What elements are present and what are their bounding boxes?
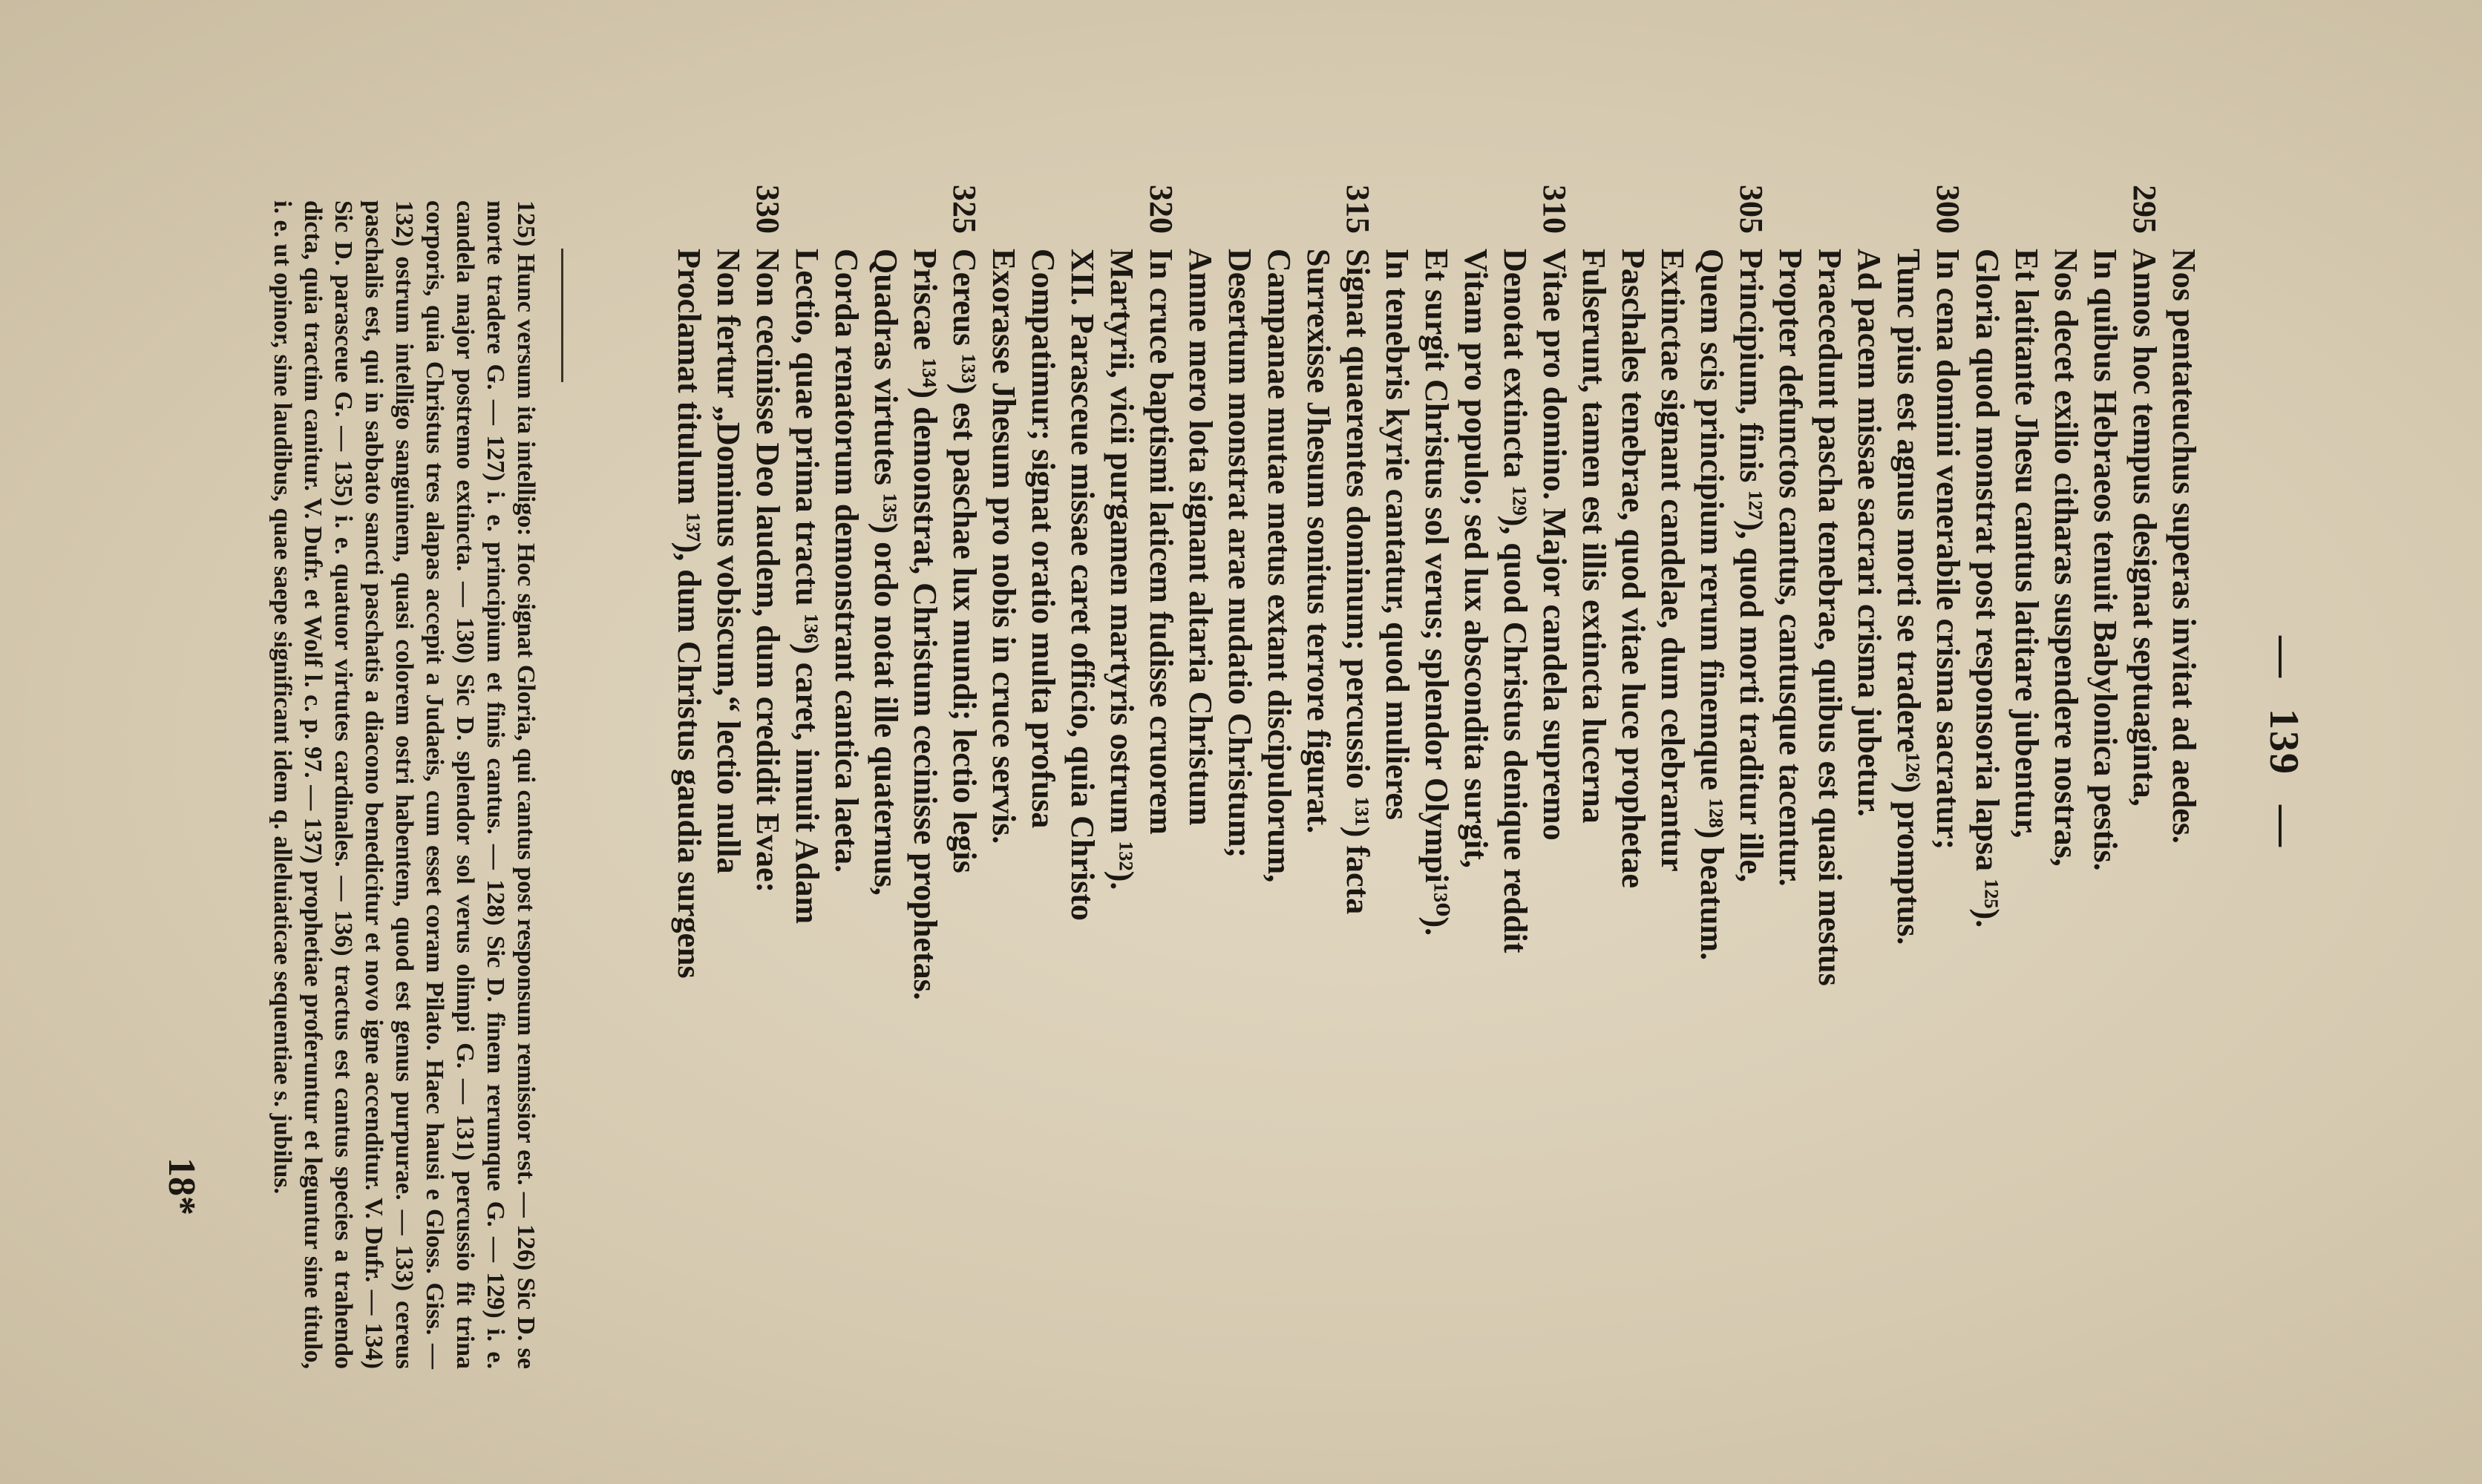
- verse-number: 310: [1536, 185, 1573, 234]
- verse-line: [2164, 249, 2204, 1362]
- signature-mark: 18*: [160, 1158, 203, 1215]
- verse-text: Non fertur „Dominus vobiscum,“ lectio nulla: [710, 249, 747, 874]
- verse-text: Corda renatorum demonstrant cantica laeta.: [828, 249, 865, 873]
- verse-line: [2046, 249, 2086, 1362]
- verse-text: Cereus ¹³³) est paschae lux mundi; lectio legis: [946, 249, 983, 873]
- verse-line: [1653, 249, 1692, 1362]
- verse-line: [827, 249, 866, 1362]
- verse-number: 315: [1340, 185, 1376, 234]
- verse-text: Desertum monstrat arae nudatio Christum;: [1222, 249, 1258, 858]
- verse-line: [1968, 249, 2007, 1362]
- verse-line: [1535, 185, 1574, 1362]
- verse-text: Fulserunt, tamen est illis extincta lucerna: [1576, 249, 1612, 824]
- verse-text: Propter defunctos cantus, cantusque tacentur.: [1772, 249, 1809, 887]
- verse-line: [1850, 249, 1889, 1362]
- verse-line: [1456, 249, 1496, 1362]
- verse-line: [709, 249, 748, 1362]
- verse-line: [1142, 185, 1181, 1362]
- verse-text: Lectio, quae prima tractu ¹³⁶) caret, innuit Adam: [789, 249, 825, 925]
- verse-number: 330: [750, 185, 786, 234]
- verse-line: [1732, 185, 1771, 1362]
- verse-text: Campanae mutae metus extant discipulorum,: [1261, 249, 1297, 883]
- verse-text: XII. Parasceue missae caret officio, quia Christo: [1064, 249, 1101, 921]
- verse-text: Et latitante Jhesu cantus latitare jubentur,: [2008, 249, 2045, 838]
- verse-line: [669, 249, 709, 1362]
- verse-text: Denotat extincta ¹²⁹), quod Christus denique reddit: [1497, 249, 1533, 953]
- verse-text: Surrexisse Jhesum sonitus terrore figurat.: [1300, 249, 1337, 834]
- verse-text: Ad pacem missae sacrari crisma jubetur.: [1851, 249, 1887, 817]
- verse-text: Praecedunt pascha tenebrae, quibus est quasi mestus: [1812, 249, 1848, 986]
- verse-line: [984, 249, 1024, 1362]
- footnotes: [267, 200, 541, 1369]
- verse-line: [1260, 249, 1299, 1362]
- verse-line: [1024, 249, 1063, 1362]
- verse-text: Martyrii, vicii purgamen martyris ostrum ¹³²).: [1104, 249, 1140, 890]
- verse-line: [906, 249, 945, 1362]
- verse-text: Nos pentateuchus superas invitat ad aedes.: [2166, 249, 2202, 844]
- verse-number: 325: [946, 185, 983, 234]
- verse-text: Proclamat titulum ¹³⁷), dum Christus gaudia surgens: [671, 249, 707, 979]
- verse-text: In quibus Hebraeos tenuit Babylonica pestis.: [2087, 249, 2124, 871]
- verse-text: Paschales tenebrae, quod vitae luce prophetae: [1615, 249, 1651, 889]
- verse-text: Amne mero lota signant altaria Christum: [1182, 249, 1219, 826]
- verse-line: [1063, 249, 1102, 1362]
- verse-line: [1181, 249, 1220, 1362]
- verse-block: [669, 185, 2204, 1362]
- verse-line: [1299, 249, 1338, 1362]
- page-number: 139: [2261, 709, 2307, 775]
- verse-line: [2007, 249, 2046, 1362]
- verse-text: Et surgit Christus sol verus; splendor Olympi¹³⁰).: [1418, 249, 1455, 936]
- verse-line: [1889, 249, 1928, 1362]
- verse-line: [1928, 185, 1968, 1362]
- verse-line: [1614, 249, 1653, 1362]
- verse-line: [1574, 249, 1614, 1362]
- verse-text: Non cecinisse Deo laudem, dum credidit Evae:: [750, 249, 786, 893]
- footnotes-text: 125) Hunc versum ita intelligo: Hoc signat Gloria, qui cantus post responsum remissior est. — 126) Sic D. se morte tradere G. — 127) i. e. principium et finis cantus. — 128) Sic D. finem rerumque G. — 129) i. e. candela major postremo extincta. — 130) Sic D. splendor sol verus olimpi G. — 131) percussio fit trina corporis, quia Christus tres alapas accepit a Judaeis, cum esset coram Pilato. Haec hausi e Gloss. Giss. — 132) ostrum intelligo sanguinem, quasi colorem ostri habentem, quod est genus purpurae. — 133) cereus paschalis est, qui in sabbato sancti paschatis a diacono benedicitur et novo igne accenditur. V. Dufr. — 134) Sic D. parasceue G. — 135) i. e. quatuor virtutes cardinales. — 136) tractus est cantus species a trahendo dicta, quia tractim canitur. V. Dufr. et Wolf l. c. p. 97. — 137) prophetiae proferuntur et leguntur sine titulo, i. e. ut opinor, sine laudibus, quae saepe significant idem q. alleluiaticae sequentiae s. jubilus.: [269, 200, 540, 1369]
- verse-text: Extinctae signant candelae, dum celebrantur: [1654, 249, 1691, 872]
- verse-line: [1810, 249, 1850, 1362]
- verse-text: Exorasse Jhesum pro nobis in cruce servis.: [986, 249, 1022, 844]
- verse-line: [866, 249, 906, 1362]
- verse-line: [1417, 249, 1456, 1362]
- verse-text: Vitae pro domino. Major candela supremo: [1536, 249, 1573, 841]
- verse-text: Priscae ¹³⁴) demonstrat, Christum cecinisse prophetas.: [907, 249, 943, 1000]
- verse-text: In cruce baptismi laticem fudisse cruorem: [1143, 249, 1179, 835]
- verse-number: 300: [1930, 185, 1966, 234]
- verse-line: [788, 249, 827, 1362]
- page-header: [2260, 0, 2308, 1484]
- verse-number: 295: [2126, 185, 2163, 234]
- verse-text: Gloria quod monstrat post responsoria lapsa ¹²⁵).: [1969, 249, 2005, 928]
- verse-text: Nos decet exilio citharas suspendere nostras,: [2048, 249, 2084, 867]
- verse-line: [1378, 249, 1417, 1362]
- verse-number: 320: [1143, 185, 1179, 234]
- verse-line: [1220, 249, 1260, 1362]
- verse-text: Quem scis principium rerum finemque ¹²⁸) beatum.: [1694, 249, 1730, 961]
- verse-text: Signat quaerentes dominum; percussio ¹³¹) facta: [1340, 249, 1376, 915]
- header-dash-right: —: [2261, 805, 2307, 848]
- verse-line: [1338, 185, 1378, 1362]
- verse-text: In cena domini venerabile crisma sacratur;: [1930, 249, 1966, 850]
- verse-text: In tenebris kyrie cantatur, quod mulieres: [1379, 249, 1415, 821]
- verse-text: Compatimur; signat oratio multa profusa: [1025, 249, 1061, 829]
- verse-number: 305: [1733, 185, 1769, 234]
- verse-line: [2086, 249, 2125, 1362]
- verse-line: [1771, 249, 1810, 1362]
- verse-text: Annos hoc tempus designat septuaginta,: [2126, 249, 2163, 807]
- verse-line: [748, 185, 788, 1362]
- verse-line: [1692, 249, 1732, 1362]
- verse-text: Principium, finis ¹²⁷), quod morti traditur ille,: [1733, 249, 1769, 883]
- verse-text: Vitam pro populo; sed lux abscondita surgit,: [1458, 249, 1494, 868]
- verse-line: [945, 185, 984, 1362]
- footnote-rule: [561, 249, 563, 382]
- verse-text: Quadras virtutes ¹³⁵) ordo notat ille quaternus,: [868, 249, 904, 896]
- verse-line: [1496, 249, 1535, 1362]
- verse-line: [1102, 249, 1142, 1362]
- verse-line: [2125, 185, 2164, 1362]
- verse-text: Tunc pius est agnus morti se tradere¹²⁶) promptus.: [1890, 249, 1927, 945]
- header-dash-left: —: [2261, 636, 2307, 679]
